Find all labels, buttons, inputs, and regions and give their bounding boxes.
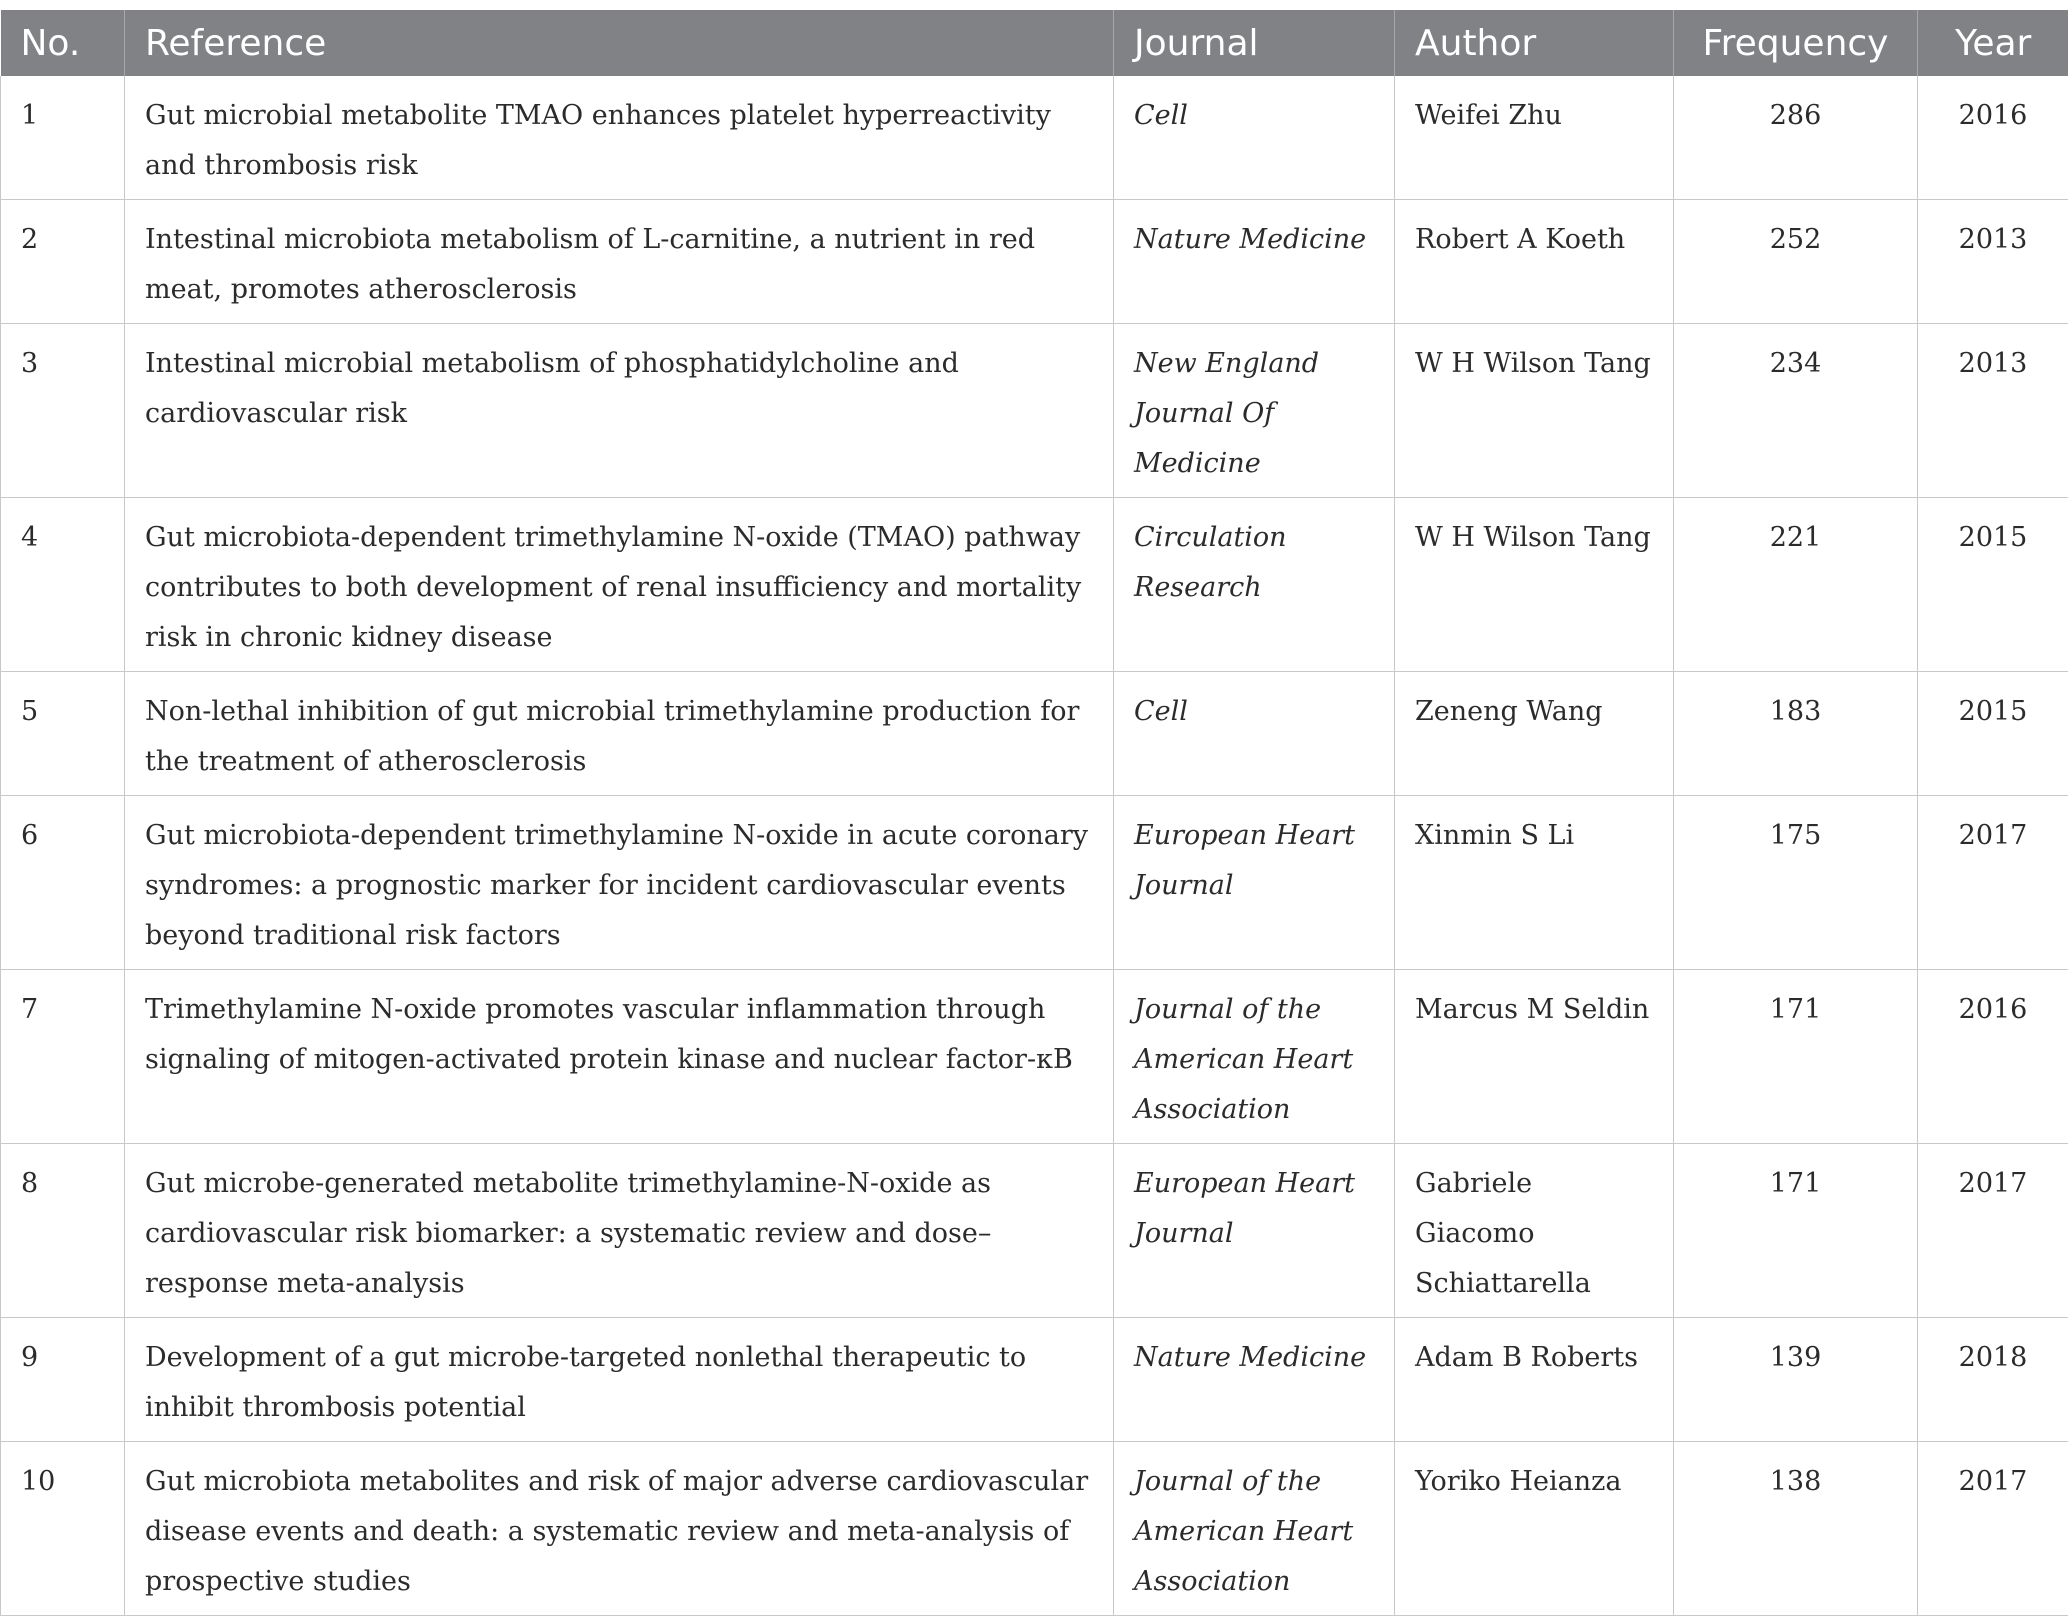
cell-reference: Trimethylamine N-oxide promotes vascular inflammation through signaling of mitogen-activated protein kinase and nuclear factor-κB — [125, 970, 1114, 1144]
header-author: Author — [1395, 10, 1674, 76]
table-row — [1, 200, 2068, 324]
cell-journal: European Heart Journal — [1114, 796, 1395, 970]
cell-journal: Journal of the American Heart Association — [1114, 1442, 1395, 1616]
cell-reference: Intestinal microbiota metabolism of L-carnitine, a nutrient in red meat, promotes atherosclerosis — [125, 200, 1114, 324]
table-row — [1, 672, 2068, 796]
table-body — [1, 76, 2068, 1616]
cell-no: 8 — [1, 1144, 125, 1318]
cell-year: 2013 — [1918, 324, 2068, 498]
cell-reference: Non-lethal inhibition of gut microbial trimethylamine production for the treatment of atherosclerosis — [125, 672, 1114, 796]
cell-reference: Development of a gut microbe-targeted nonlethal therapeutic to inhibit thrombosis potential — [125, 1318, 1114, 1442]
cell-frequency: 252 — [1674, 200, 1918, 324]
header-row — [1, 10, 2068, 76]
table-row — [1, 324, 2068, 498]
table-row — [1, 1144, 2068, 1318]
cell-author: Gabriele Giacomo Schiattarella — [1395, 1144, 1674, 1318]
table-row — [1, 970, 2068, 1144]
cell-no: 1 — [1, 76, 125, 200]
cell-reference: Gut microbiota-dependent trimethylamine N-oxide (TMAO) pathway contributes to both development of renal insufficiency and mortality risk in chronic kidney disease — [125, 498, 1114, 672]
cell-journal: Nature Medicine — [1114, 200, 1395, 324]
cell-journal: Cell — [1114, 76, 1395, 200]
cell-no: 6 — [1, 796, 125, 970]
cell-journal: European Heart Journal — [1114, 1144, 1395, 1318]
cell-author: Adam B Roberts — [1395, 1318, 1674, 1442]
cell-journal: New England Journal Of Medicine — [1114, 324, 1395, 498]
header-frequency: Frequency — [1674, 10, 1918, 76]
table-row — [1, 1442, 2068, 1616]
cell-no: 3 — [1, 324, 125, 498]
cell-author: Robert A Koeth — [1395, 200, 1674, 324]
cell-author: Zeneng Wang — [1395, 672, 1674, 796]
cell-no: 7 — [1, 970, 125, 1144]
cell-year: 2015 — [1918, 498, 2068, 672]
cell-no: 10 — [1, 1442, 125, 1616]
cell-no: 4 — [1, 498, 125, 672]
cell-reference: Gut microbe-generated metabolite trimethylamine-N-oxide as cardiovascular risk biomarker: a systematic review and dose–response meta-analysis — [125, 1144, 1114, 1318]
table-header — [1, 10, 2068, 76]
cell-year: 2018 — [1918, 1318, 2068, 1442]
cell-reference: Gut microbiota metabolites and risk of major adverse cardiovascular disease events and death: a systematic review and meta-analysis of prospective studies — [125, 1442, 1114, 1616]
header-year: Year — [1918, 10, 2068, 76]
cell-year: 2016 — [1918, 970, 2068, 1144]
cell-author: Marcus M Seldin — [1395, 970, 1674, 1144]
table-row — [1, 1318, 2068, 1442]
cell-frequency: 183 — [1674, 672, 1918, 796]
cell-reference: Intestinal microbial metabolism of phosphatidylcholine and cardiovascular risk — [125, 324, 1114, 498]
header-journal: Journal — [1114, 10, 1395, 76]
cell-frequency: 234 — [1674, 324, 1918, 498]
cell-no: 9 — [1, 1318, 125, 1442]
cell-no: 2 — [1, 200, 125, 324]
cell-journal: Nature Medicine — [1114, 1318, 1395, 1442]
cell-year: 2017 — [1918, 796, 2068, 970]
table-row — [1, 498, 2068, 672]
cell-frequency: 171 — [1674, 970, 1918, 1144]
cell-frequency: 139 — [1674, 1318, 1918, 1442]
cell-frequency: 175 — [1674, 796, 1918, 970]
cell-year: 2017 — [1918, 1144, 2068, 1318]
cell-year: 2015 — [1918, 672, 2068, 796]
cell-journal: Cell — [1114, 672, 1395, 796]
cell-reference: Gut microbiota-dependent trimethylamine N-oxide in acute coronary syndromes: a prognostic marker for incident cardiovascular events beyond traditional risk factors — [125, 796, 1114, 970]
cell-author: Yoriko Heianza — [1395, 1442, 1674, 1616]
cell-year: 2017 — [1918, 1442, 2068, 1616]
cell-frequency: 138 — [1674, 1442, 1918, 1616]
table-row — [1, 76, 2068, 200]
cell-reference: Gut microbial metabolite TMAO enhances platelet hyperreactivity and thrombosis risk — [125, 76, 1114, 200]
cell-author: Weifei Zhu — [1395, 76, 1674, 200]
references-table — [0, 10, 2068, 1616]
cell-frequency: 171 — [1674, 1144, 1918, 1318]
cell-year: 2013 — [1918, 200, 2068, 324]
cell-frequency: 286 — [1674, 76, 1918, 200]
cell-journal: Circulation Research — [1114, 498, 1395, 672]
cell-year: 2016 — [1918, 76, 2068, 200]
cell-author: W H Wilson Tang — [1395, 324, 1674, 498]
cell-author: W H Wilson Tang — [1395, 498, 1674, 672]
cell-journal: Journal of the American Heart Association — [1114, 970, 1395, 1144]
header-no: No. — [1, 10, 125, 76]
header-reference: Reference — [125, 10, 1114, 76]
cell-author: Xinmin S Li — [1395, 796, 1674, 970]
cell-frequency: 221 — [1674, 498, 1918, 672]
table-row — [1, 796, 2068, 970]
cell-no: 5 — [1, 672, 125, 796]
references-table-container — [0, 10, 2068, 1616]
